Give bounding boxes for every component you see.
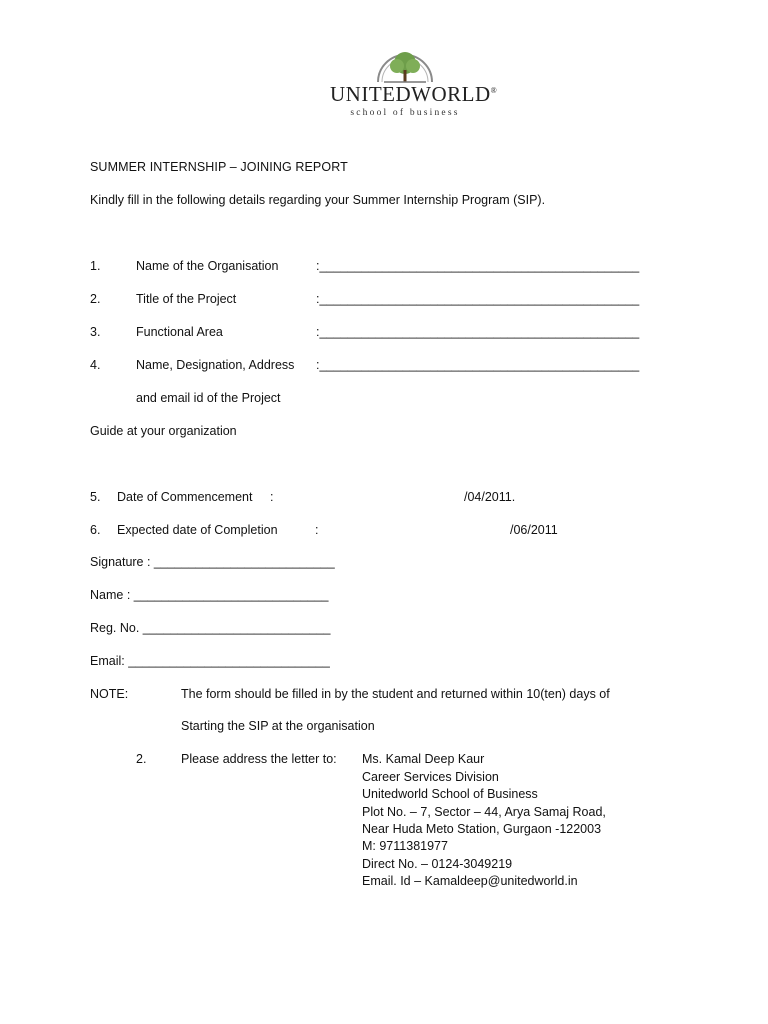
item-number: 4. — [90, 358, 101, 372]
address-line: Plot No. – 7, Sector – 44, Arya Samaj Road, — [362, 805, 606, 819]
item-number: 1. — [90, 259, 101, 273]
address-line: Near Huda Meto Station, Gurgaon -122003 — [362, 822, 602, 836]
item-number: 6. — [90, 523, 101, 537]
note-text-line2: Starting the SIP at the organisation — [181, 719, 375, 733]
item-label-guide-cont: and email id of the Project — [136, 391, 281, 405]
address-label: Please address the letter to: — [181, 752, 337, 766]
address-line: Career Services Division — [362, 770, 499, 784]
address-line: Unitedworld School of Business — [362, 787, 538, 801]
item-label-guide: Name, Designation, Address — [136, 358, 295, 372]
functional-area-field[interactable]: :______________________________________________ — [316, 325, 640, 339]
address-line: Ms. Kamal Deep Kaur — [362, 752, 485, 766]
form-intro: Kindly fill in the following details regarding your Summer Internship Program (SIP). — [90, 193, 546, 207]
completion-label: Expected date of Completion — [117, 523, 278, 537]
colon: : — [270, 490, 274, 504]
colon: : — [315, 523, 319, 537]
item-number: 2. — [90, 292, 101, 306]
address-direct-no: Direct No. – 0124-3049219 — [362, 857, 513, 871]
guide-field[interactable]: :______________________________________________ — [316, 358, 640, 372]
note-number: 2. — [136, 752, 147, 766]
address-email: Email. Id – Kamaldeep@unitedworld.in — [362, 874, 578, 888]
item-label-guide-cont2: Guide at your organization — [90, 424, 237, 438]
reg-no-field[interactable]: Reg. No. ___________________________ — [90, 621, 331, 635]
organisation-field[interactable]: :______________________________________________ — [316, 259, 640, 273]
commencement-date-field[interactable]: /04/2011. — [464, 490, 516, 504]
signature-field[interactable]: Signature : __________________________ — [90, 555, 335, 569]
logo — [330, 46, 498, 122]
note-text-line1: The form should be filled in by the student and returned within 10(ten) days of — [181, 687, 610, 701]
brand-name: UNITEDWORLD® — [330, 82, 498, 106]
item-label-project-title: Title of the Project — [136, 292, 237, 306]
name-field[interactable]: Name : ____________________________ — [90, 588, 329, 602]
item-label-functional-area: Functional Area — [136, 325, 223, 339]
completion-date-field[interactable]: /06/2011 — [510, 523, 558, 537]
note-label: NOTE: — [90, 687, 129, 701]
brand-tagline: school of business — [350, 108, 460, 118]
email-field[interactable]: Email: _____________________________ — [90, 654, 330, 668]
item-label-organisation: Name of the Organisation — [136, 259, 279, 273]
item-number: 5. — [90, 490, 101, 504]
address-phone: M: 9711381977 — [362, 839, 448, 853]
commencement-label: Date of Commencement — [117, 490, 253, 504]
form-title: SUMMER INTERNSHIP – JOINING REPORT — [90, 160, 348, 174]
item-number: 3. — [90, 325, 101, 339]
tree-emblem-icon — [374, 46, 436, 84]
project-title-field[interactable]: :______________________________________________ — [316, 292, 640, 306]
